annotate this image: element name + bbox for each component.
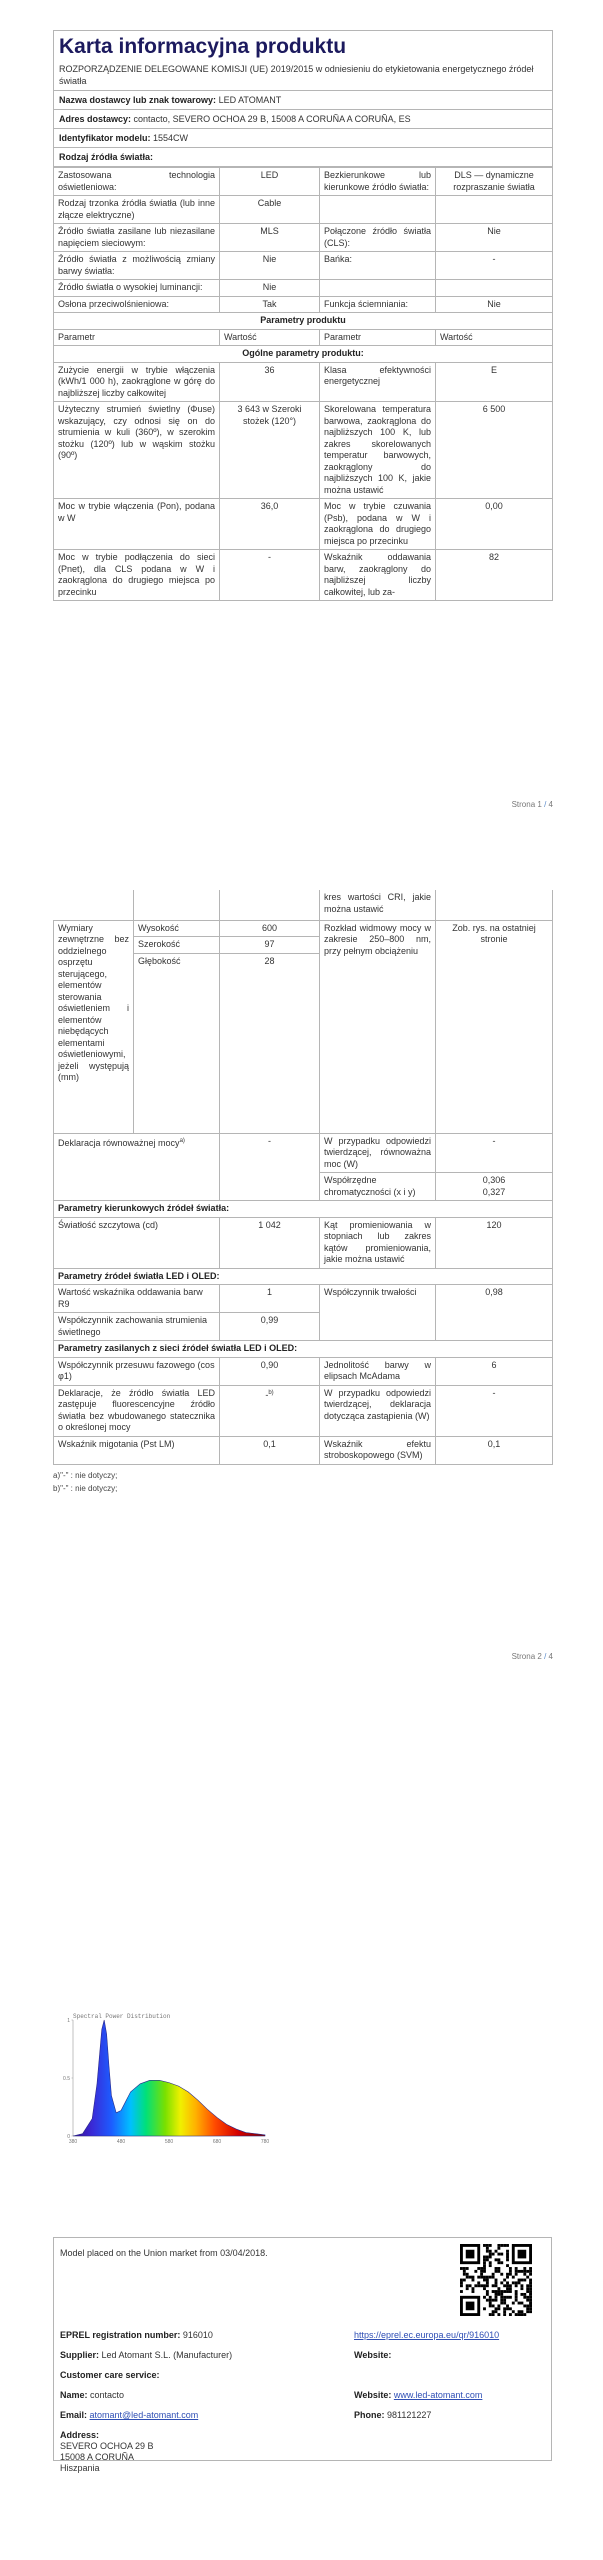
peak-value: 1 042 — [220, 1217, 320, 1268]
repl-right-value: - — [436, 1385, 553, 1436]
type-cell-d — [436, 280, 553, 297]
type-cell-a: Rodzaj trzonka źródła światła (lub inne złącze elektryczne) — [54, 196, 220, 224]
page-number-1: Strona 1 / 4 — [511, 800, 553, 809]
general-cell-a: Użyteczny strumień świetlny (Φuse) wskazujący, czy odnosi się on do strumienia w kuli (360º), w szerokim stożku (120º) lub w wąskim stożku (90º) — [54, 402, 220, 499]
dir-heading: Parametry kierunkowych źródeł światła: — [54, 1201, 553, 1218]
address-line: SEVERO OCHOA 29 B — [60, 2441, 154, 2451]
type-cell-c: Funkcja ściemniania: — [320, 296, 436, 313]
general-cell-d: 0,00 — [436, 499, 553, 550]
maint-label: Współczynnik zachowania strumienia świetlnego — [54, 1313, 220, 1341]
address-line: 15008 A CORUÑA — [60, 2452, 135, 2462]
email-label: Email: — [60, 2410, 88, 2420]
equiv-label-cell — [54, 1133, 220, 1201]
type-cell-c: Bezkierunkowe lub kierunkowe źródło światła: — [320, 168, 436, 196]
general-cell-c: Wskaźnik oddawania barw, zaokrąglony do najbliższej liczby całkowitej, lub za- — [320, 550, 436, 601]
params-heading: Parametry produktu — [54, 313, 553, 330]
dim-name-1: Szerokość — [134, 937, 220, 954]
y-tick-label: 1 — [67, 2018, 70, 2024]
chroma-y: 0,327 — [482, 1186, 506, 1197]
col-value-1: Wartość — [220, 329, 320, 346]
general-row — [54, 402, 553, 499]
website-label: Website: — [354, 2350, 392, 2360]
general-row — [54, 550, 553, 601]
cri-cont: kres wartości CRI, jakie można ustawić — [320, 890, 436, 920]
type-cell-a: Źródło światła z możliwością zmiany barwy światła: — [54, 252, 220, 280]
dim-value-1: 97 — [220, 937, 320, 954]
supplier-label: Nazwa dostawcy lub znak towarowy: — [59, 95, 217, 105]
regulation-text: ROZPORZĄDZENIE DELEGOWANE KOMISJI (UE) 2019/2015 w odniesieniu do etykietowania energetycznego źródeł światła — [59, 64, 534, 86]
qr-code-icon — [460, 2244, 532, 2316]
svm-label: Wskaźnik efektu stroboskopowego (SVM) — [320, 1436, 436, 1464]
type-cell-b: Cable — [220, 196, 320, 224]
general-row — [54, 362, 553, 402]
page-label: Strona — [511, 800, 536, 809]
general-cell-d: 82 — [436, 550, 553, 601]
supplier-value: LED ATOMANT — [218, 95, 282, 105]
page-1 — [53, 30, 553, 601]
y-tick-label: 0 — [67, 2134, 70, 2140]
address-label: Adres dostawcy: — [59, 114, 132, 124]
r9-value: 1 — [220, 1285, 320, 1313]
dim-value-0: 600 — [220, 920, 320, 937]
supplier-row — [60, 2350, 232, 2360]
type-cell-a: Zastosowana technologia oświetleniowa: — [54, 168, 220, 196]
eprel-row — [60, 2330, 213, 2340]
pf-value: 0,90 — [220, 1357, 320, 1385]
page-total: 4 — [548, 800, 553, 809]
address-line: Hiszpania — [60, 2463, 100, 2473]
info-box — [53, 2237, 552, 2473]
repl-value-cell — [220, 1385, 320, 1436]
general-cell-a: Moc w trybie podłączenia do sieci (Pnet), dla CLS podana w W i zaokrąglona do drugiego miejsca po przecinku — [54, 550, 220, 601]
phone-label: Phone: — [354, 2410, 385, 2420]
general-row — [54, 499, 553, 550]
mc-label: Jednolitość barwy w elipsach McAdama — [320, 1357, 436, 1385]
type-table — [53, 167, 553, 601]
address-label: Address: — [60, 2430, 100, 2440]
led-heading: Parametry źródeł światła LED i OLED: — [54, 1268, 553, 1285]
type-row — [54, 168, 553, 196]
general-cell-d: E — [436, 362, 553, 402]
dim-value-2: 28 — [220, 953, 320, 1133]
x-tick-label: 780 — [260, 2139, 270, 2145]
page-number-2: Strona 2 / 4 — [511, 1652, 553, 1661]
header-box — [53, 30, 553, 167]
flicker-value: 0,1 — [220, 1436, 320, 1464]
chroma-x: 0,306 — [482, 1175, 506, 1185]
type-row — [54, 196, 553, 224]
care-label: Customer care service: — [60, 2370, 160, 2380]
spectrum-chart — [55, 2010, 275, 2150]
repl-label: Deklaracje, że źródło światła LED zastępuje fluorescencyjne źródło światła bez wbudowanego statecznika o określonej mocy — [54, 1385, 220, 1436]
type-cell-d: Nie — [436, 296, 553, 313]
name-value: contacto — [90, 2390, 125, 2400]
x-tick-label: 580 — [164, 2139, 174, 2145]
repl-sup: b) — [268, 1389, 274, 1396]
general-cell-b: - — [220, 550, 320, 601]
website2-row — [354, 2390, 482, 2400]
address-row — [54, 109, 552, 128]
dim-name-0: Wysokość — [134, 920, 220, 937]
page-2 — [53, 890, 553, 1495]
chroma-value-cell — [436, 1173, 553, 1201]
general-cell-b: 36 — [220, 362, 320, 402]
r9-label: Wartość wskaźnika oddawania barw R9 — [54, 1285, 220, 1313]
type-cell-c: Połączone źródło światła (CLS): — [320, 224, 436, 252]
spread-label: Rozkład widmowy mocy w zakresie 250–800 nm, przy pełnym obciążeniu — [320, 920, 436, 1133]
general-cell-c: Moc w trybie czuwania (Psb), podana w W i zaokrąglona do drugiego miejsca po przecinku — [320, 499, 436, 550]
general-cell-b: 3 643 w Szeroki stożek (120°) — [220, 402, 320, 499]
eprel-label: EPREL registration number: — [60, 2330, 181, 2340]
x-tick-label: 680 — [212, 2139, 222, 2145]
type-heading: Rodzaj źródła światła: — [54, 147, 552, 166]
type-cell-b: Nie — [220, 280, 320, 297]
model-row — [54, 128, 552, 147]
general-cell-c: Klasa efektywności energetycznej — [320, 362, 436, 402]
type-cell-b: MLS — [220, 224, 320, 252]
pf-label: Współczynnik przesuwu fazowego (cos φ1) — [54, 1357, 220, 1385]
page-title: Karta informacyjna produktu — [59, 35, 347, 58]
name-row — [60, 2390, 124, 2400]
address-lines — [60, 2441, 154, 2474]
mains-heading: Parametry zasilanych z sieci źródeł światła LED i OLED: — [54, 1341, 553, 1358]
beam-value: 120 — [436, 1217, 553, 1268]
repl-right-label: W przypadku odpowiedzi twierdzącej, deklaracja dotycząca zastąpienia (W) — [320, 1385, 436, 1436]
equiv-sup: a) — [179, 1137, 185, 1144]
svm-value: 0,1 — [436, 1436, 553, 1464]
supplier-row — [54, 90, 552, 109]
supplier-value: Led Atomant S.L. (Manufacturer) — [101, 2350, 233, 2360]
type-cell-b: Tak — [220, 296, 320, 313]
equiv-value: - — [220, 1133, 320, 1201]
equiv-right-value: - — [436, 1133, 553, 1173]
name-label: Name: — [60, 2390, 88, 2400]
peak-label: Światłość szczytowa (cd) — [54, 1217, 220, 1268]
repl-value: - — [265, 1389, 269, 1400]
note-b: b)"-" : nie dotyczy; — [53, 1483, 118, 1493]
beam-label: Kąt promieniowania w stopniach lub zakres kątów promieniowania, jakie można ustawić — [320, 1217, 436, 1268]
website2-label: Website: — [354, 2390, 392, 2400]
col-param-2: Parametr — [320, 329, 436, 346]
type-row — [54, 280, 553, 297]
model-label: Identyfikator modelu: — [59, 133, 151, 143]
general-cell-b: 36,0 — [220, 499, 320, 550]
model-value: 1554CW — [153, 133, 189, 143]
type-cell-a: Źródło światła o wysokiej luminancji: — [54, 280, 220, 297]
dims-label: Wymiary zewnętrzne bez oddzielnego osprzętu sterującego, elementów sterowania oświetleniem i elementów niebędących elementami oświetleniowymi, jeżeli występują (mm) — [54, 920, 134, 1133]
address-value: contacto, SEVERO OCHOA 29 B, 15008 A CORUÑA A CORUÑA, ES — [133, 114, 411, 124]
email-row — [60, 2410, 198, 2420]
general-heading: Ogólne parametry produktu: — [54, 346, 553, 363]
general-cell-a: Moc w trybie włączenia (Pon), podana w W — [54, 499, 220, 550]
y-tick-label: 0.5 — [63, 2076, 70, 2082]
type-row — [54, 296, 553, 313]
type-cell-d: DLS — dynamiczne rozpraszanie światła — [436, 168, 553, 196]
spectrum-area — [73, 2020, 265, 2136]
phone-row — [354, 2410, 431, 2420]
supplier-label: Supplier: — [60, 2350, 100, 2360]
chroma-label: Współrzędne chromatyczności (x i y) — [320, 1173, 436, 1201]
type-cell-a: Osłona przeciwolśnieniowa: — [54, 296, 220, 313]
general-cell-a: Zużycie energii w trybie włączenia (kWh/1 000 h), zaokrąglone w górę do najbliższej liczby całkowitej — [54, 362, 220, 402]
website-link[interactable]: www.led-atomant.com — [393, 2390, 483, 2400]
type-cell-b: Nie — [220, 252, 320, 280]
maint-value: 0,99 — [220, 1313, 320, 1341]
page-num: 2 — [537, 1652, 542, 1661]
general-cell-c: Skorelowana temperatura barwowa, zaokrąglona do najbliższych 100 K, lub zakres skorelowanych temperatur barwowych, zaokrąglony do najbliższych 100 K, jakie można ustawić — [320, 402, 436, 499]
equiv-right-label: W przypadku odpowiedzi twierdzącej, równoważna moc (W) — [320, 1133, 436, 1173]
equiv-label: Deklaracja równoważnej mocy — [58, 1137, 180, 1148]
email-link[interactable]: atomant@led-atomant.com — [89, 2410, 199, 2420]
spread-value: Zob. rys. na ostatniej stronie — [436, 920, 553, 1133]
page-label: Strona — [511, 1652, 536, 1661]
surv-label: Współczynnik trwałości — [320, 1285, 436, 1341]
type-row — [54, 252, 553, 280]
phone-value: 981121227 — [387, 2410, 432, 2420]
chart-title: Spectral Power Distribution — [73, 2013, 171, 2020]
eprel-value: 916010 — [182, 2330, 213, 2340]
x-tick-label: 380 — [68, 2139, 78, 2145]
x-tick-label: 480 — [116, 2139, 126, 2145]
dim-name-2: Głębokość — [134, 953, 220, 1133]
type-cell-d: Nie — [436, 224, 553, 252]
type-cell-d — [436, 196, 553, 224]
type-cell-c: Bańka: — [320, 252, 436, 280]
page-total: 4 — [548, 1652, 553, 1661]
type-cell-c — [320, 196, 436, 224]
type-cell-b: LED — [220, 168, 320, 196]
type-row — [54, 224, 553, 252]
eprel-link[interactable]: https://eprel.ec.europa.eu/qr/916010 — [354, 2330, 500, 2340]
placed-text: Model placed on the Union market from 03/04/2018. — [60, 2248, 268, 2258]
mc-value: 6 — [436, 1357, 553, 1385]
page2-table — [53, 890, 553, 1465]
flicker-label: Wskaźnik migotania (Pst LM) — [54, 1436, 220, 1464]
surv-value: 0,98 — [436, 1285, 553, 1341]
general-cell-d: 6 500 — [436, 402, 553, 499]
col-value-2: Wartość — [436, 329, 553, 346]
type-cell-c — [320, 280, 436, 297]
note-a: a)"-" : nie dotyczy; — [53, 1470, 118, 1480]
col-param-1: Parametr — [54, 329, 220, 346]
type-cell-d: - — [436, 252, 553, 280]
type-cell-a: Źródło światła zasilane lub niezasilane napięciem sieciowym: — [54, 224, 220, 252]
page-num: 1 — [537, 800, 542, 809]
